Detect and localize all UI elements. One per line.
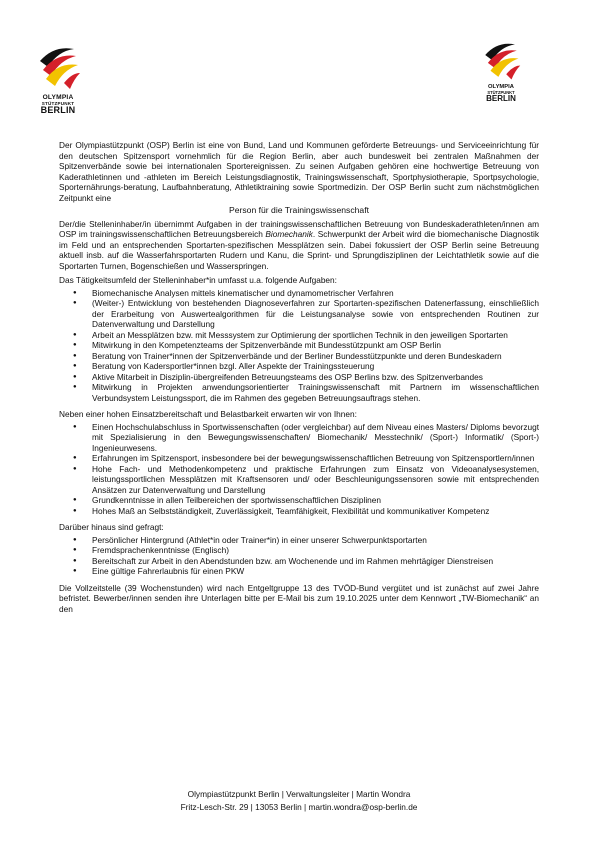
logo-line-olympia: OLYMPIA [488, 84, 514, 90]
list-item: ● Arbeit an Messplätzen bzw. mit Messsystem zur Optimierung der sportlichen Technik in den jeweiligen Sportarten [92, 330, 539, 341]
list-item: ● Mitwirkung in Projekten anwendungsorientierter Trainingswissenschaft mit Partnern im wissenschaftlichen Verbundsystem Leistungssport, die im Rahmen des gegeben Betreuungsauftrags stehen. [92, 382, 539, 403]
list-item: ● Erfahrungen im Spitzensport, insbesondere bei der bewegungswissenschaftlichen Betreuung von Spitzensportlern/innen [92, 453, 539, 464]
additional-list [59, 535, 539, 577]
list-item: ● Fremdsprachenkenntnisse (Englisch) [92, 545, 539, 556]
logo-line-berlin: BERLIN [40, 105, 76, 116]
list-item: ● Beratung von Trainer*innen der Spitzenverbände und der Berliner Bundesstützpunkte und deren Bundeskadern [92, 351, 539, 362]
closing-paragraph: Die Vollzeitstelle (39 Wochenstunden) wird nach Entgeltgruppe 13 des TVÖD-Bund vergütet und ist zunächst auf zwei Jahre befristet. Bewerber/innen senden ihre Unterlagen bitte per E-Mail bis zum 19.10.2025 unter dem Kennwort „TW-Biomechanik“ an den [59, 582, 539, 614]
footer-address-line: Fritz-Lesch-Str. 29 | 13053 Berlin | martin.wondra@osp-berlin.de [180, 802, 418, 812]
requirements-list [59, 422, 539, 517]
list-item: ● Mitwirkung in den Kompetenzteams der Spitzenverbände mit Bundesstützpunkt am OSP Berlin [92, 340, 539, 351]
role-text-before: Der/die Stelleninhaber/in übernimmt Aufgaben in der trainingswissenschaftlichen Betreuung von Bundeskaderathleten/innen am OSP im trainingswissenschaftlichen Betreuungsbereich [59, 218, 539, 239]
tasks-intro: Das Tätigkeitsumfeld der Stelleninhaber*in umfasst u.a. folgende Aufgaben: [59, 275, 337, 285]
osp-logo-left [34, 43, 82, 123]
osp-logo-right [480, 39, 522, 111]
role-paragraph [59, 219, 539, 272]
list-item: ● Hohe Fach- und Methodenkompetenz und praktische Erfahrungen zum Einsatz von Videoanalysesystemen, leistungssportlichen Messplätzen mit Kraftsensoren und/ oder Beschleunigungssensoren sowie mit entsprechenden Ansätzen zur Datenverwaltung und Darstellung [92, 464, 539, 496]
requirements-intro: Neben einer hohen Einsatzbereitschaft und Belastbarkeit erwarten wir von Ihnen: [59, 409, 357, 419]
job-posting-body [59, 140, 539, 614]
intro-paragraph: Der Olympiastützpunkt (OSP) Berlin ist eine von Bund, Land und Kommunen geförderte Betreuungs- und Serviceeinrichtung für den deutschen Spitzensport vornehmlich für die Region Berlin, aber auch bundesweit bei zentralen Maßnahmen der Spitzenverbände sowie bei internationalen Sportereignissen. Zu seinen Aufgaben gehören eine hochwertige Betreuung von Kaderathletinnen und -athleten im Bereich Leistungsdiagnostik, Trainingswissenschaft, Sportphysiotherapie, Sportpsychologie, Sporternährungs-beratung, Laufbahnberatung, Athletiktraining sowie Sportmedizin. Der OSP Berlin sucht zum nächstmöglichen Zeitpunkt eine [59, 140, 539, 203]
role-text-after: . Schwerpunkt der Arbeit wird die biomechanische Diagnostik im Feld und an entsprechenden Sportarten-spezifischen Messplätzen sein. Dabei fokussiert der OSP Berlin seine Betreuung aktuell insb. auf die Wasserfahrsportarten Rudern und Kanu, die Sprint- und Sprungdisziplinen der Leichtathletik sowie auf die Sportarten Turnen, Bogenschießen und Wasserspringen. [59, 229, 539, 271]
role-text-biomechanik: Biomechanik [265, 229, 313, 239]
logo-line-stuetzpunkt: STÜTZPUNKT [41, 100, 75, 106]
olympia-flag-icon [480, 39, 522, 85]
logo-line-stuetzpunkt: STÜTZPUNKT [487, 89, 515, 95]
list-item: ● Persönlicher Hintergrund (Athlet*in oder Trainer*in) in einer unserer Schwerpunktsportarten [92, 535, 539, 546]
list-item: ● (Weiter-) Entwicklung von bestehenden Diagnoseverfahren zur Sportarten-spezifischen Datenerfassung, einschließlich der Erarbeitung von Auswertealgorithmen für die Leistungsanalyse sowie von entsprechenden Routinen zur Datenverwaltung und Darstellung [92, 298, 539, 330]
logo-line-berlin: BERLIN [486, 93, 516, 103]
list-item: ● Bereitschaft zur Arbeit in den Abendstunden bzw. am Wochenende und im Rahmen mehrtägiger Dienstreisen [92, 556, 539, 567]
tasks-list [59, 288, 539, 404]
additional-intro: Darüber hinaus sind gefragt: [59, 522, 164, 532]
list-item: ● Beratung von Kadersportler*innen bzgl. Aller Aspekte der Trainingssteuerung [92, 361, 539, 372]
list-item: ● Einen Hochschulabschluss in Sportwissenschaften (oder vergleichbar) auf dem Niveau eines Masters/ Diploms bevorzugt mit Spezialisierung in den Bewegungswissenschaften/ Biomechanik/ Messtechnik/ (Sport-) Informatik/ (Sport-) Ingenieurwesens. [92, 422, 539, 454]
list-item: ● Biomechanische Analysen mittels kinematischer und dynamometrischer Verfahren [92, 288, 539, 299]
list-item: ● Aktive Mitarbeit in Disziplin-übergreifenden Betreuungsteams des OSP Berlins bzw. des Spitzenverbandes [92, 372, 539, 383]
olympia-flag-icon [34, 43, 82, 95]
footer-contact-line: Olympiastützpunkt Berlin | Verwaltungsleiter | Martin Wondra [187, 789, 411, 799]
list-item: ● Grundkenntnisse in allen Teilbereichen der sportwissenschaftlichen Disziplinen [92, 495, 539, 506]
list-item: ● Eine gültige Fahrerlaubnis für einen PKW [92, 566, 539, 577]
position-heading: Person für die Trainingswissenschaft [229, 205, 369, 215]
logo-line-olympia: OLYMPIA [42, 94, 74, 101]
list-item: ● Hohes Maß an Selbstständigkeit, Zuverlässigkeit, Teamfähigkeit, Flexibilität und kommunikativer Kompetenz [92, 506, 539, 517]
